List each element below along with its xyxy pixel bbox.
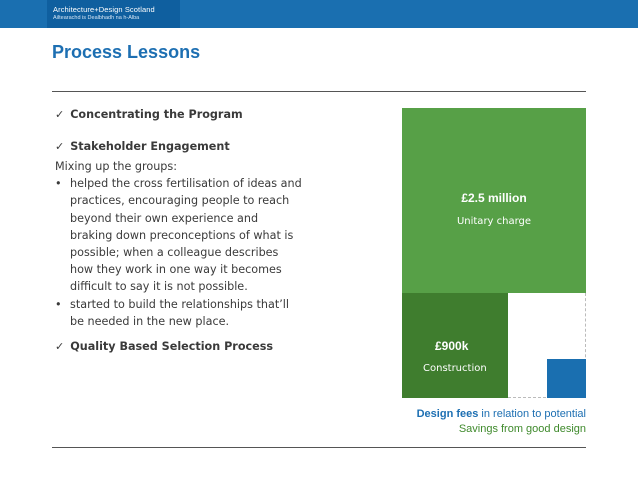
cost-comparison-figure (402, 108, 586, 398)
bullet-line: braking down preconceptions of what is (70, 228, 294, 242)
check-item-program (55, 106, 345, 124)
check-item-selection (55, 338, 345, 356)
bottom-divider (52, 447, 586, 448)
bullet-line: beyond their own experience and (70, 211, 259, 225)
bullet-line: possible; when a colleague describes (70, 246, 279, 260)
check-item-label: Stakeholder Engagement (70, 140, 230, 153)
bullet-item (55, 175, 345, 295)
legend-design-fees-strong: Design fees (416, 408, 479, 420)
construction-amount: £900k (435, 339, 469, 353)
check-item-label: Quality Based Selection Process (70, 340, 274, 354)
legend-savings: Savings from good design (458, 423, 586, 435)
bullet-list (55, 175, 345, 330)
checkmark-icon: ✓ (55, 340, 65, 354)
unitary-charge-amount: £2.5 million (461, 191, 527, 205)
lessons-text (55, 106, 345, 356)
bullet-line: started to build the relationships that’ll (70, 297, 290, 311)
bullet-item (55, 296, 345, 330)
unitary-charge-label: Unitary charge (456, 216, 532, 227)
unitary-charge-block (402, 108, 586, 293)
design-fees-block (547, 359, 586, 398)
slide-title: Process Lessons (52, 42, 201, 62)
checkmark-icon: ✓ (55, 108, 65, 121)
construction-label: Construction (423, 363, 487, 374)
construction-block (402, 293, 508, 398)
organisation-logo (47, 0, 180, 28)
bullet-line: practices, encouraging people to reach (70, 194, 290, 208)
bullet-dot: • (55, 297, 62, 311)
checkmark-icon: ✓ (55, 140, 65, 153)
check-item-stakeholder (55, 138, 345, 156)
intro-text: Mixing up the groups: (55, 160, 177, 173)
logo-gaelic-name: Ailtearachd is Dealbhadh na h-Alba (53, 15, 140, 21)
bullet-line: difficult to say it is not possible. (70, 280, 248, 294)
bullet-line: helped the cross fertilisation of ideas and (70, 177, 302, 191)
legend-design-fees-rest: in relation to potential (478, 408, 586, 420)
logo-name: Architecture+Design Scotland (53, 5, 155, 14)
top-banner (0, 0, 638, 28)
bullet-line: be needed in the new place. (70, 314, 230, 328)
check-item-label: Concentrating the Program (70, 108, 243, 121)
top-divider (52, 91, 586, 92)
bullet-dot: • (55, 177, 62, 191)
legend-design-fees (417, 408, 586, 420)
bullet-line: how they work in one way it becomes (70, 263, 282, 277)
